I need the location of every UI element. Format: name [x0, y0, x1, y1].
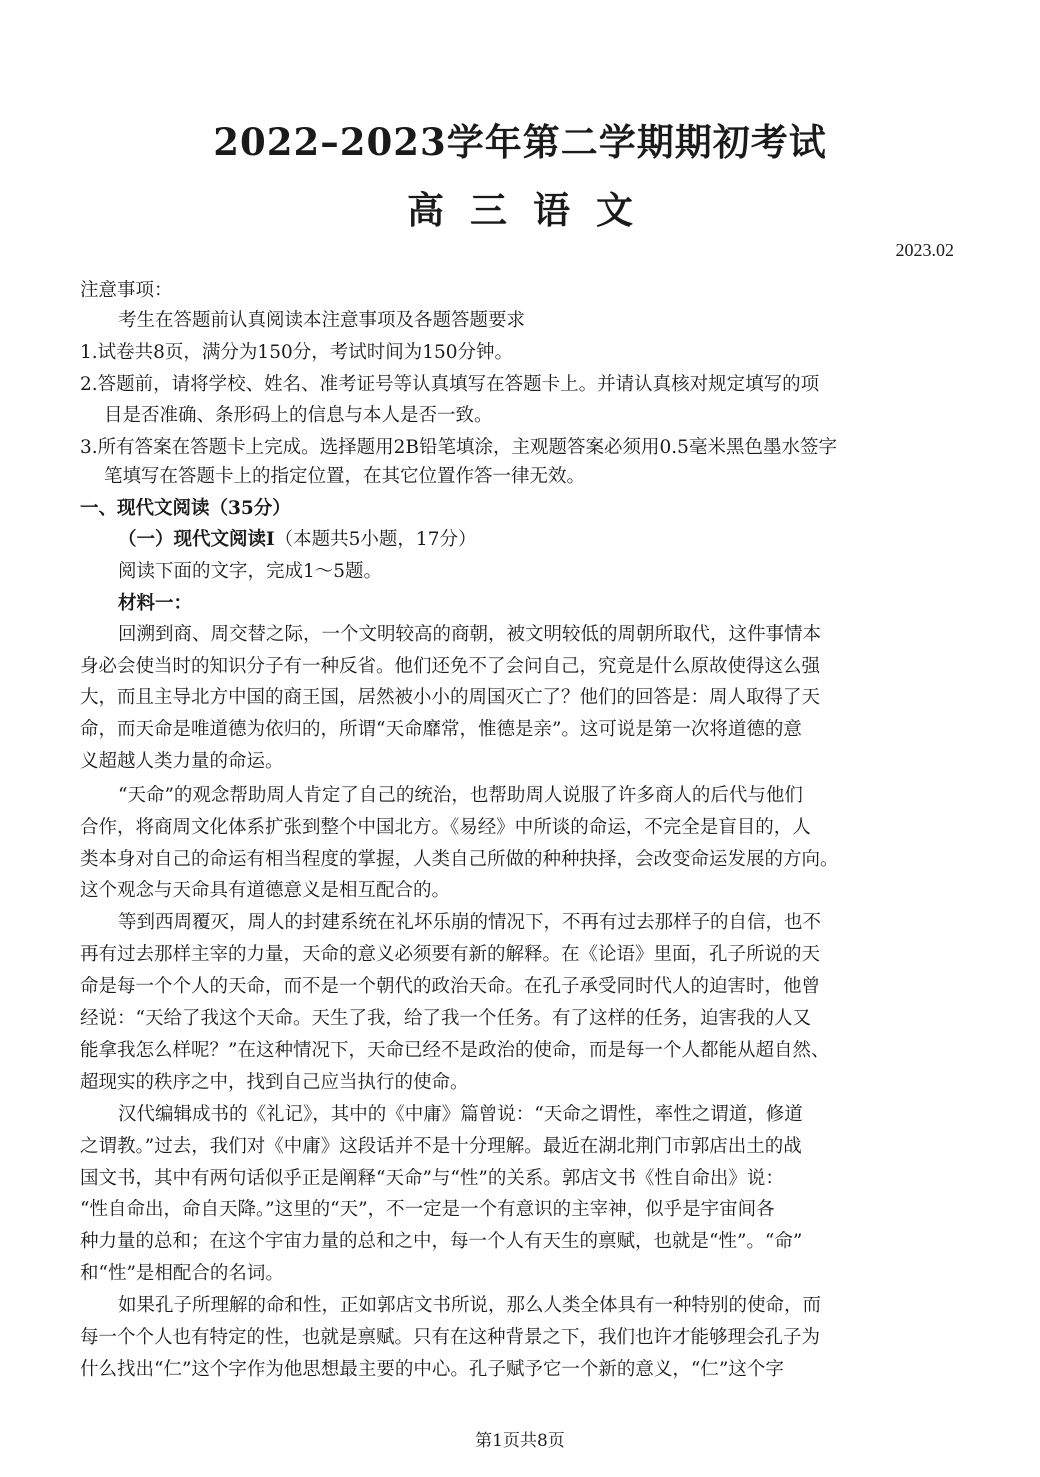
passage-line: 类本身对自己的命运有相当程度的掌握，人类自己所做的种种抉择，会改变命运发展的方向。 — [80, 849, 839, 870]
section-heading: 一、现代文阅读（35分） — [80, 498, 291, 519]
passage-line: 汉代编辑成书的《礼记》，其中的《中庸》篇曾说：“天命之谓性，率性之谓道，修道 — [118, 1104, 803, 1125]
notice-intro: 考生在答题前认真阅读本注意事项及各题答题要求 — [118, 310, 526, 331]
exam-title: 2022–2023学年第二学期期初考试 — [213, 120, 827, 164]
passage-line: “性自命出，命自天降。”这里的“天”，不一定是一个有意识的主宰神，似乎是宇宙间各 — [80, 1199, 775, 1220]
notice-item: 1.试卷共8页，满分为150分，考试时间为150分钟。 — [80, 342, 514, 363]
passage-line: 什么找出“仁”这个字作为他思想最主要的中心。孔子赋予它一个新的意义，“仁”这个字 — [80, 1359, 784, 1380]
page-footer: 第1页共8页 — [475, 1431, 565, 1451]
subsection-note: （本题共5小题，17分） — [274, 529, 477, 550]
passage-line: 义超越人类力量的命运。 — [80, 751, 284, 772]
passage-line: 命，而天命是唯道德为依归的，所谓“天命靡常，惟德是亲”。这可说是第一次将道德的意 — [80, 719, 802, 740]
passage-line: “天命”的观念帮助周人肯定了自己的统治，也帮助周人说服了许多商人的后代与他们 — [118, 785, 803, 806]
exam-date: 2023.02 — [895, 240, 954, 260]
passage-line: 这个观念与天命具有道德意义是相互配合的。 — [80, 880, 451, 901]
passage-line: 每一个个人也有特定的性，也就是禀赋。只有在这种背景之下，我们也许才能够理会孔子为 — [80, 1327, 821, 1348]
notice-item: 目是否准确、条形码上的信息与本人是否一致。 — [104, 405, 493, 426]
passage-line: 经说：“天给了我这个天命。天生了我，给了我一个任务。有了这样的任务，迫害我的人又 — [80, 1008, 811, 1029]
notice-item: 2.答题前，请将学校、姓名、准考证号等认真填写在答题卡上。并请认真核对规定填写的项 — [80, 374, 820, 395]
passage-line: 再有过去那样主宰的力量，天命的意义必须要有新的解释。在《论语》里面，孔子所说的天 — [80, 944, 821, 965]
passage-line: 如果孔子所理解的命和性，正如郭店文书所说，那么人类全体具有一种特别的使命，而 — [118, 1295, 822, 1316]
passage-line: 之谓教。”过去，我们对《中庸》这段话并不是十分理解。最近在湖北荆门市郭店出土的战 — [80, 1136, 802, 1157]
passage-line: 种力量的总和；在这个宇宙力量的总和之中，每一个人有天生的禀赋，也就是“性”。“命” — [80, 1231, 803, 1252]
material-label: 材料一： — [118, 593, 193, 614]
subsection-title: （一）现代文阅读Ⅰ — [118, 529, 275, 550]
passage-line: 和“性”是相配合的名词。 — [80, 1263, 284, 1284]
instruction: 阅读下面的文字，完成1～5题。 — [118, 561, 383, 582]
passage-line: 身必会使当时的知识分子有一种反省。他们还免不了会问自己，究竟是什么原故使得这么强 — [80, 656, 821, 677]
passage-line: 等到西周覆灭，周人的封建系统在礼坏乐崩的情况下，不再有过去那样子的自信，也不 — [118, 912, 822, 933]
passage-line: 命是每一个个人的天命，而不是一个朝代的政治天命。在孔子承受同时代人的迫害时，他曾 — [80, 976, 821, 997]
notice-item: 3.所有答案在答题卡上完成。选择题用2B铅笔填涂，主观题答案必须用0.5毫米黑色墨水签字 — [80, 437, 837, 458]
passage-line: 国文书，其中有两句话似乎正是阐释“天命”与“性”的关系。郭店文书《性自命出》说： — [80, 1168, 784, 1189]
passage-line: 合作，将商周文化体系扩张到整个中国北方。《易经》中所谈的命运，不完全是盲目的，人 — [80, 817, 811, 838]
subsection-heading — [118, 525, 998, 555]
passage-line: 能拿我怎么样呢？”在这种情况下，天命已经不是政治的使命，而是每一个人都能从超自然、 — [80, 1040, 830, 1061]
subject-title: 高三语文 — [407, 188, 659, 232]
notice-heading: 注意事项： — [80, 280, 173, 301]
passage-line: 超现实的秩序之中，找到自己应当执行的使命。 — [80, 1072, 469, 1093]
passage-line: 大，而且主导北方中国的商王国，居然被小小的周国灭亡了？他们的回答是：周人取得了天 — [80, 687, 821, 708]
passage-line: 回溯到商、周交替之际，一个文明较高的商朝，被文明较低的周朝所取代，这件事情本 — [118, 624, 822, 645]
notice-item: 笔填写在答题卡上的指定位置，在其它位置作答一律无效。 — [104, 466, 586, 487]
